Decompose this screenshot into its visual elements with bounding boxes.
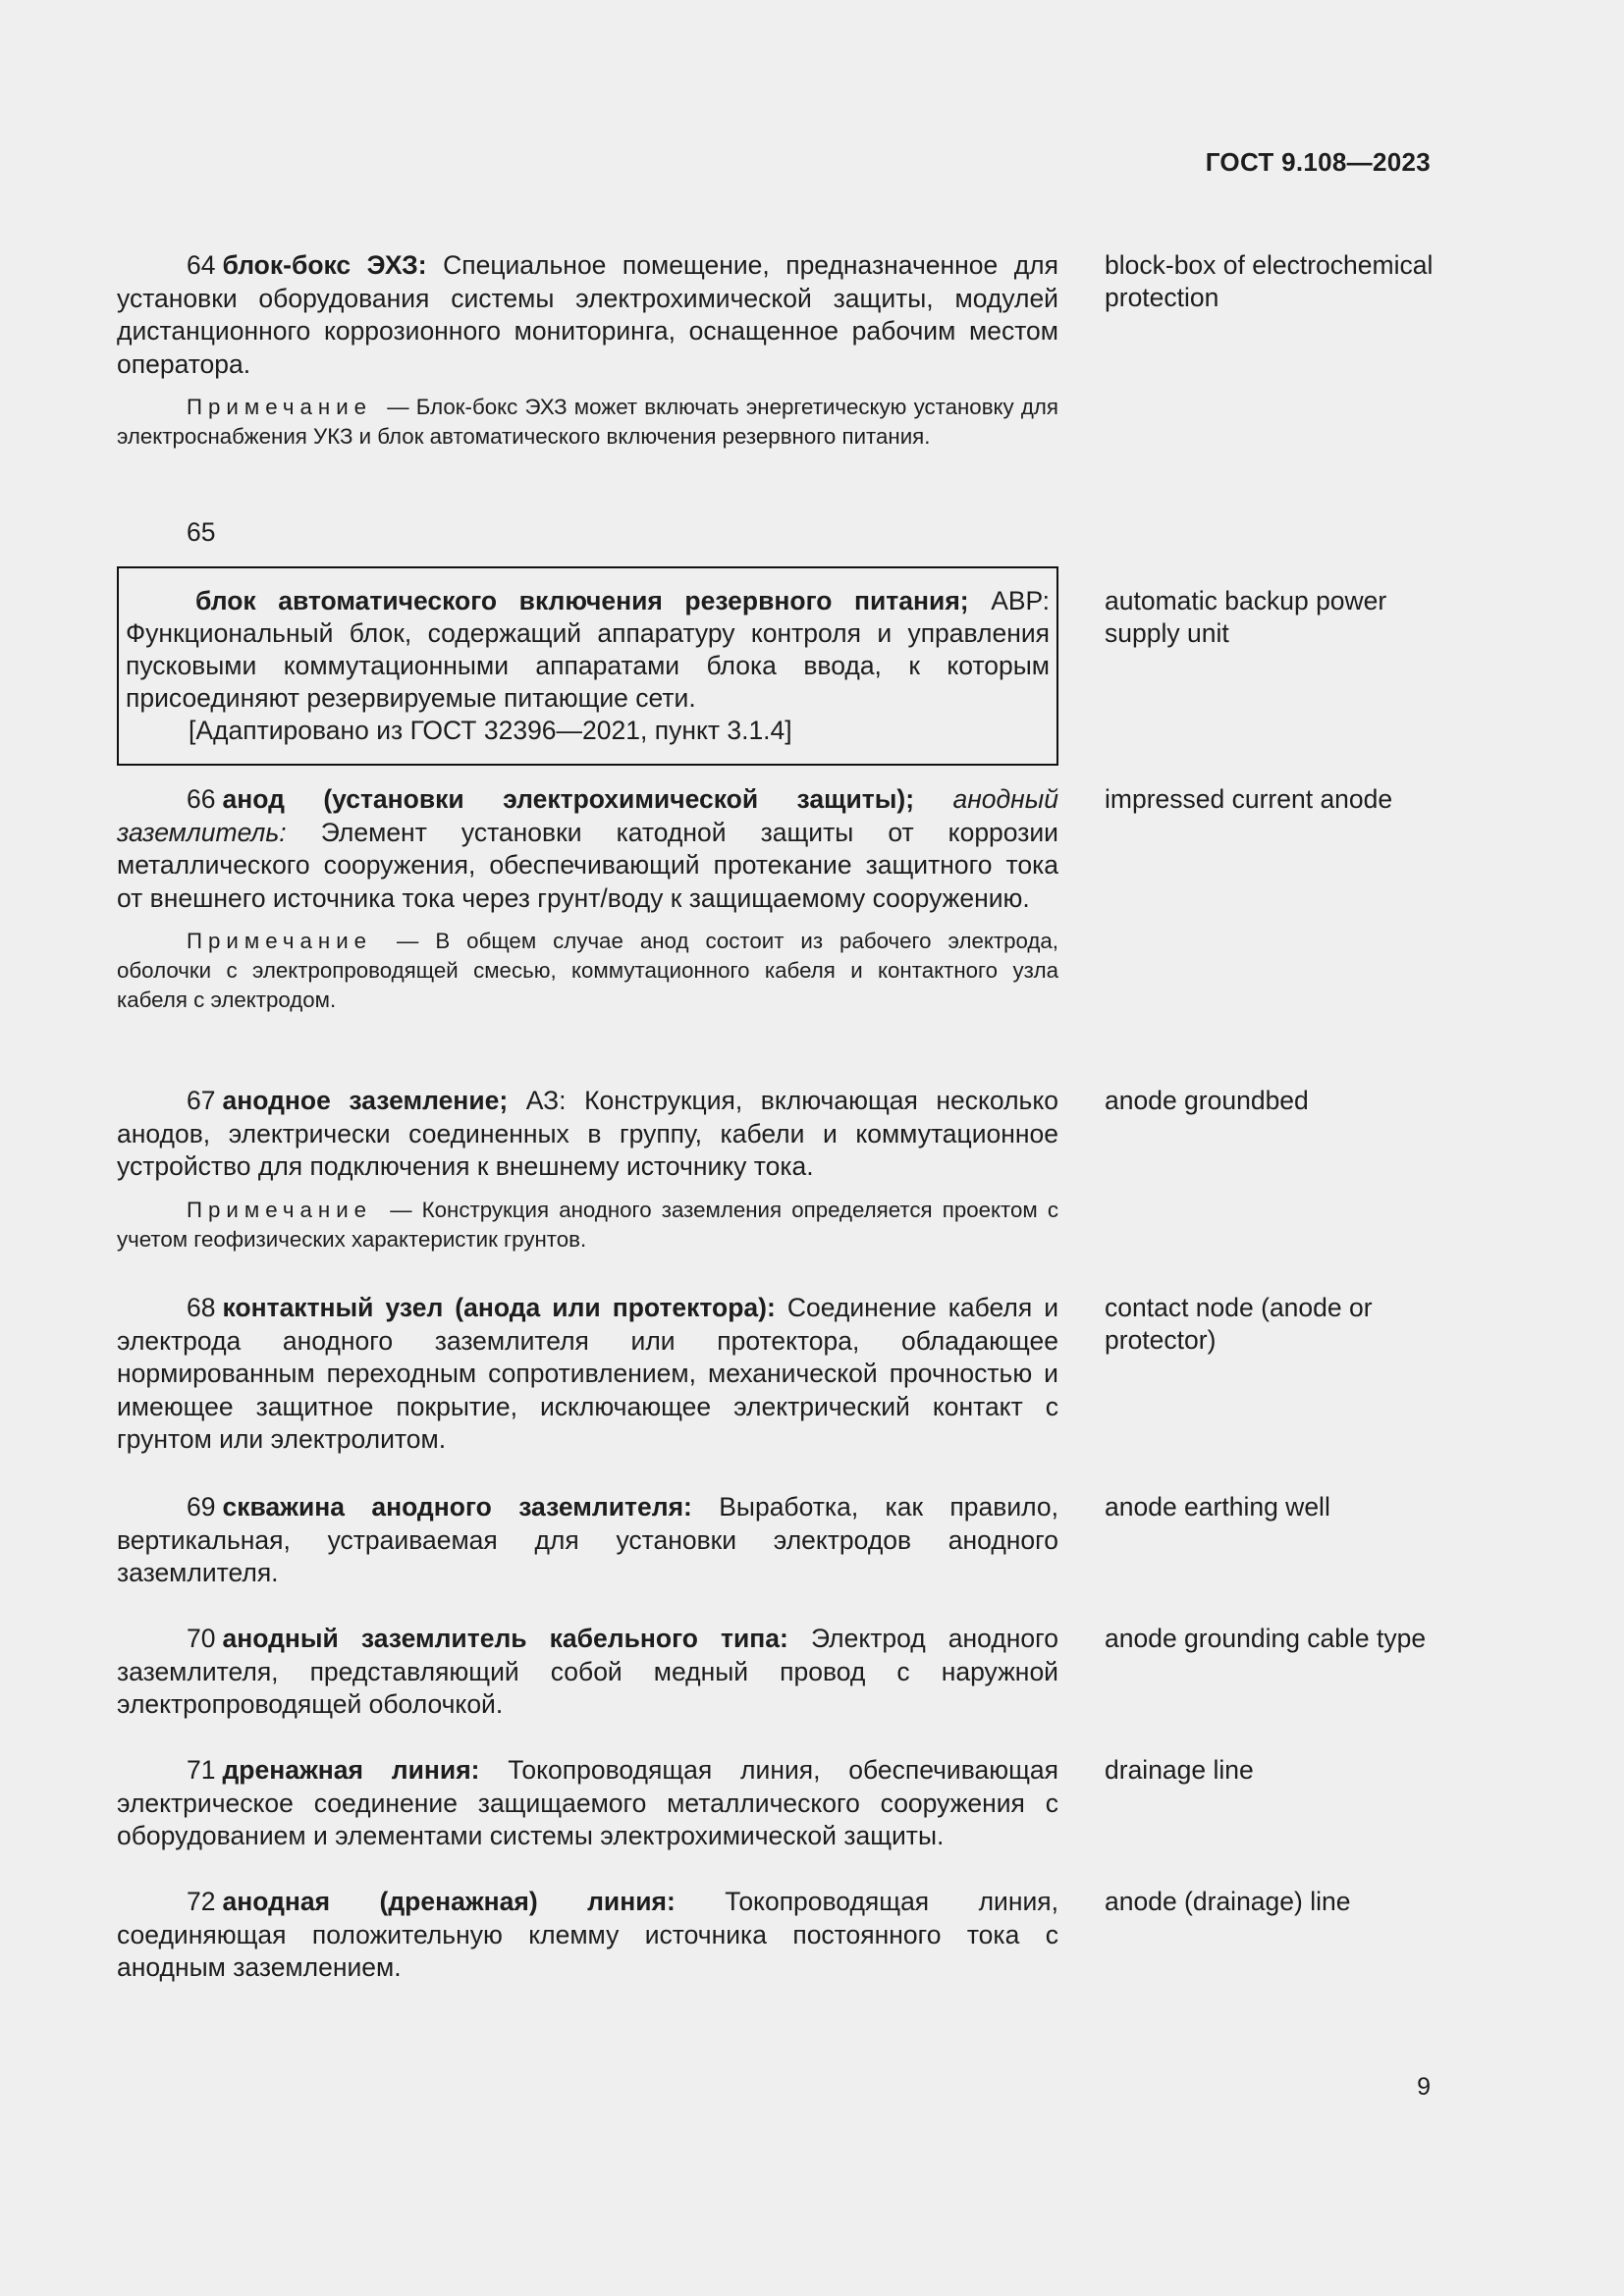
definition: Функциональный блок, содержащий аппаратуру контроля и управления пусковыми коммутационными аппаратами блока ввода, к которым присоединяют резервируемые питающие сети. [126, 618, 1050, 713]
definition: Специальное помещение, предназначенное для установки оборудования системы электрохимической защиты, модулей дистанционного коррозионного мониторинга, оснащенное рабочим местом оператора. [117, 250, 1058, 379]
entry-number: 72 [187, 1887, 216, 1916]
entry-number: 68 [187, 1293, 216, 1322]
definition: Выработка, как правило, вертикальная, устраиваемая для установки электродов анодного заземлителя. [117, 1492, 1058, 1587]
source-reference: [Адаптировано из ГОСТ 32396—2021, пункт 3.1.4] [189, 716, 792, 745]
term: анодная (дренажная) линия: [222, 1887, 676, 1916]
entry-paragraph [117, 783, 1058, 915]
note-label: Примечание [187, 929, 373, 953]
term: блок автоматического включения резервного питания; [195, 586, 969, 615]
definition: Элемент установки катодной защиты от коррозии металлического сооружения, обеспечивающий протекание защитного тока от внешнего источника тока через грунт/воду к защищаемому сооружению. [117, 817, 1058, 913]
english-term: block-box of electrochemical protection [1105, 250, 1434, 312]
entry-body [117, 1754, 1058, 1853]
synonym: анодный заземлитель: [117, 784, 1058, 847]
page-number: 9 [1417, 2073, 1431, 2101]
term: блок-бокс ЭХЗ: [222, 250, 427, 280]
entry-number: 66 [187, 784, 216, 814]
entry-number: 67 [187, 1086, 216, 1115]
english-term: automatic backup power supply unit [1105, 586, 1387, 648]
term: контактный узел (анода или протектора): [222, 1293, 776, 1322]
entry-body [117, 1491, 1058, 1590]
entry-paragraph [117, 1623, 1058, 1722]
term: анод (установки электрохимической защиты); [222, 784, 915, 814]
entry-paragraph [126, 585, 1050, 715]
entry-paragraph [117, 1085, 1058, 1184]
note [117, 1196, 1058, 1255]
note [117, 393, 1058, 452]
entry-paragraph [117, 1491, 1058, 1590]
note-label: Примечание [187, 1197, 373, 1222]
term: анодный заземлитель кабельного типа: [222, 1624, 788, 1653]
definition: Соединение кабеля и электрода анодного заземлителя или протектора, обладающее нормированным переходным сопротивлением, механической прочностью и имеющее защитное покрытие, исключающее электрический контакт с грунтом или электролитом. [117, 1293, 1058, 1454]
definition: АЗ: Конструкция, включающая несколько анодов, электрически соединенных в группу, кабели и коммутационное устройство для подключения к внешнему источнику тока. [117, 1086, 1058, 1181]
definition: Токопроводящая линия, соединяющая положительную клемму источника постоянного тока с анодным заземлением. [117, 1887, 1058, 1982]
term: дренажная линия: [222, 1755, 480, 1785]
entry-number: 70 [187, 1624, 216, 1653]
entry-paragraph [117, 1754, 1058, 1853]
english-term: contact node (anode or protector) [1105, 1293, 1373, 1355]
document-header: ГОСТ 9.108—2023 [1205, 147, 1431, 177]
term: анодное заземление; [222, 1086, 509, 1115]
term: скважина анодного заземлителя: [222, 1492, 692, 1522]
english-term: anode grounding cable type [1105, 1624, 1427, 1653]
term-entry-65-boxed [117, 566, 1058, 766]
definition: Электрод анодного заземлителя, представляющий собой медный провод с наружной электропроводящей оболочкой. [117, 1624, 1058, 1719]
english-term: anode groundbed [1105, 1086, 1309, 1115]
entry-number: 71 [187, 1755, 216, 1785]
entry-number: 69 [187, 1492, 216, 1522]
note-label: Примечание [187, 395, 373, 419]
entry-paragraph [117, 249, 1058, 381]
abbreviation: АВР: [991, 586, 1050, 615]
entry-paragraph [117, 1292, 1058, 1457]
entry-body [117, 1292, 1058, 1457]
english-term: anode (drainage) line [1105, 1887, 1351, 1916]
note-text: — В общем случае анод состоит из рабочего электрода, оболочки с электропроводящей смесью, коммутационного кабеля и контактного узла кабеля с электродом. [117, 929, 1058, 1012]
english-term: impressed current anode [1105, 784, 1393, 814]
entry-number: 65 [187, 517, 216, 547]
entry-paragraph [117, 1886, 1058, 1985]
note-text: — Конструкция анодного заземления определяется проектом с учетом геофизических характеристик грунтов. [117, 1197, 1059, 1252]
note [117, 927, 1058, 1015]
note-text: — Блок-бокс ЭХЗ может включать энергетическую установку для электроснабжения УКЗ и блок автоматического включения резервного питания. [117, 395, 1058, 449]
english-term: anode earthing well [1105, 1492, 1330, 1522]
entry-number: 64 [187, 250, 216, 280]
entry-body [117, 1623, 1058, 1722]
entry-body [117, 1085, 1058, 1255]
english-term: drainage line [1105, 1755, 1254, 1785]
definition: Токопроводящая линия, обеспечивающая электрическое соединение защищаемого металлического сооружения с оборудованием и элементами системы электрохимической защиты. [117, 1755, 1058, 1850]
entry-body [117, 1886, 1058, 1985]
entry-body [117, 249, 1058, 452]
entry-body [117, 783, 1058, 1015]
